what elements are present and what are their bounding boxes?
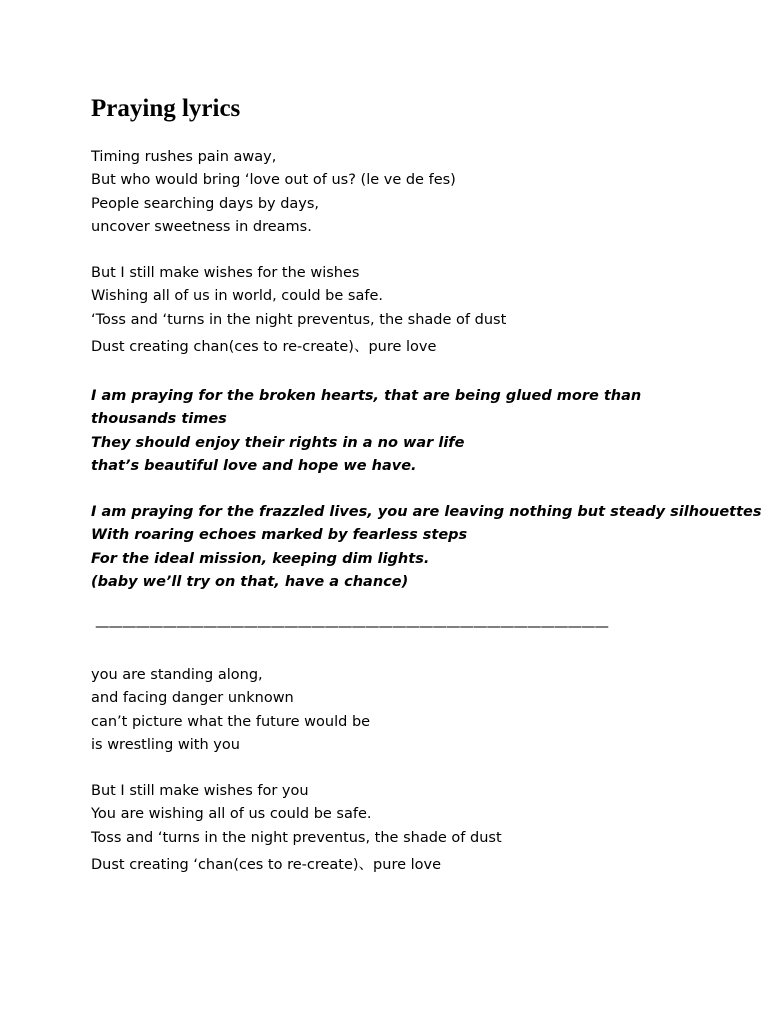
chorus-2: [91, 501, 762, 594]
verse-4: [91, 780, 681, 877]
lyric-line: Dust creating ‘chan(ces to re-create)、pure love: [91, 856, 442, 873]
lyric-line: But I still make wishes for the wishes: [91, 265, 360, 281]
verse-3: [91, 664, 681, 757]
page-title: Praying lyrics: [91, 95, 241, 122]
lyric-line: Wishing all of us in world, could be safe.: [91, 288, 383, 305]
lyric-line: that’s beautiful love and hope we have.: [91, 457, 417, 474]
lyric-line: is wrestling with you: [91, 736, 240, 753]
lyric-line: can’t picture what the future would be: [91, 713, 371, 730]
lyric-line: They should enjoy their rights in a no war life: [91, 434, 465, 451]
verse-2: [91, 262, 681, 359]
lyric-line: For the ideal mission, keeping dim lights.: [91, 550, 430, 567]
lyric-line: I am praying for the frazzled lives, you are leaving nothing but steady silhouettes: [91, 504, 762, 520]
lyric-line: (baby we’ll try on that, have a chance): [91, 573, 409, 590]
lyric-line: I am praying for the broken hearts, that are being glued more than thousands times: [91, 388, 642, 428]
section-divider: ——————————————————————————————————————: [95, 619, 608, 635]
lyric-line: and facing danger unknown: [91, 690, 294, 707]
chorus-1: [91, 385, 681, 478]
lyric-line: Timing rushes pain away,: [91, 149, 277, 165]
lyric-line: But who would bring ‘love out of us? (le ve de fes): [91, 172, 456, 189]
lyric-line: ‘Toss and ‘turns in the night preventus, the shade of dust: [91, 311, 507, 328]
lyric-line: uncover sweetness in dreams.: [91, 218, 312, 235]
lyric-line: you are standing along,: [91, 667, 263, 683]
lyric-line: Toss and ‘turns in the night preventus, the shade of dust: [91, 829, 502, 846]
lyric-line: With roaring echoes marked by fearless steps: [91, 527, 468, 544]
verse-1: [91, 146, 681, 239]
lyric-line: You are wishing all of us could be safe.: [91, 806, 372, 823]
lyric-line: But I still make wishes for you: [91, 783, 309, 799]
lyric-line: Dust creating chan(ces to re-create)、pure love: [91, 338, 437, 355]
lyric-line: People searching days by days,: [91, 195, 320, 212]
